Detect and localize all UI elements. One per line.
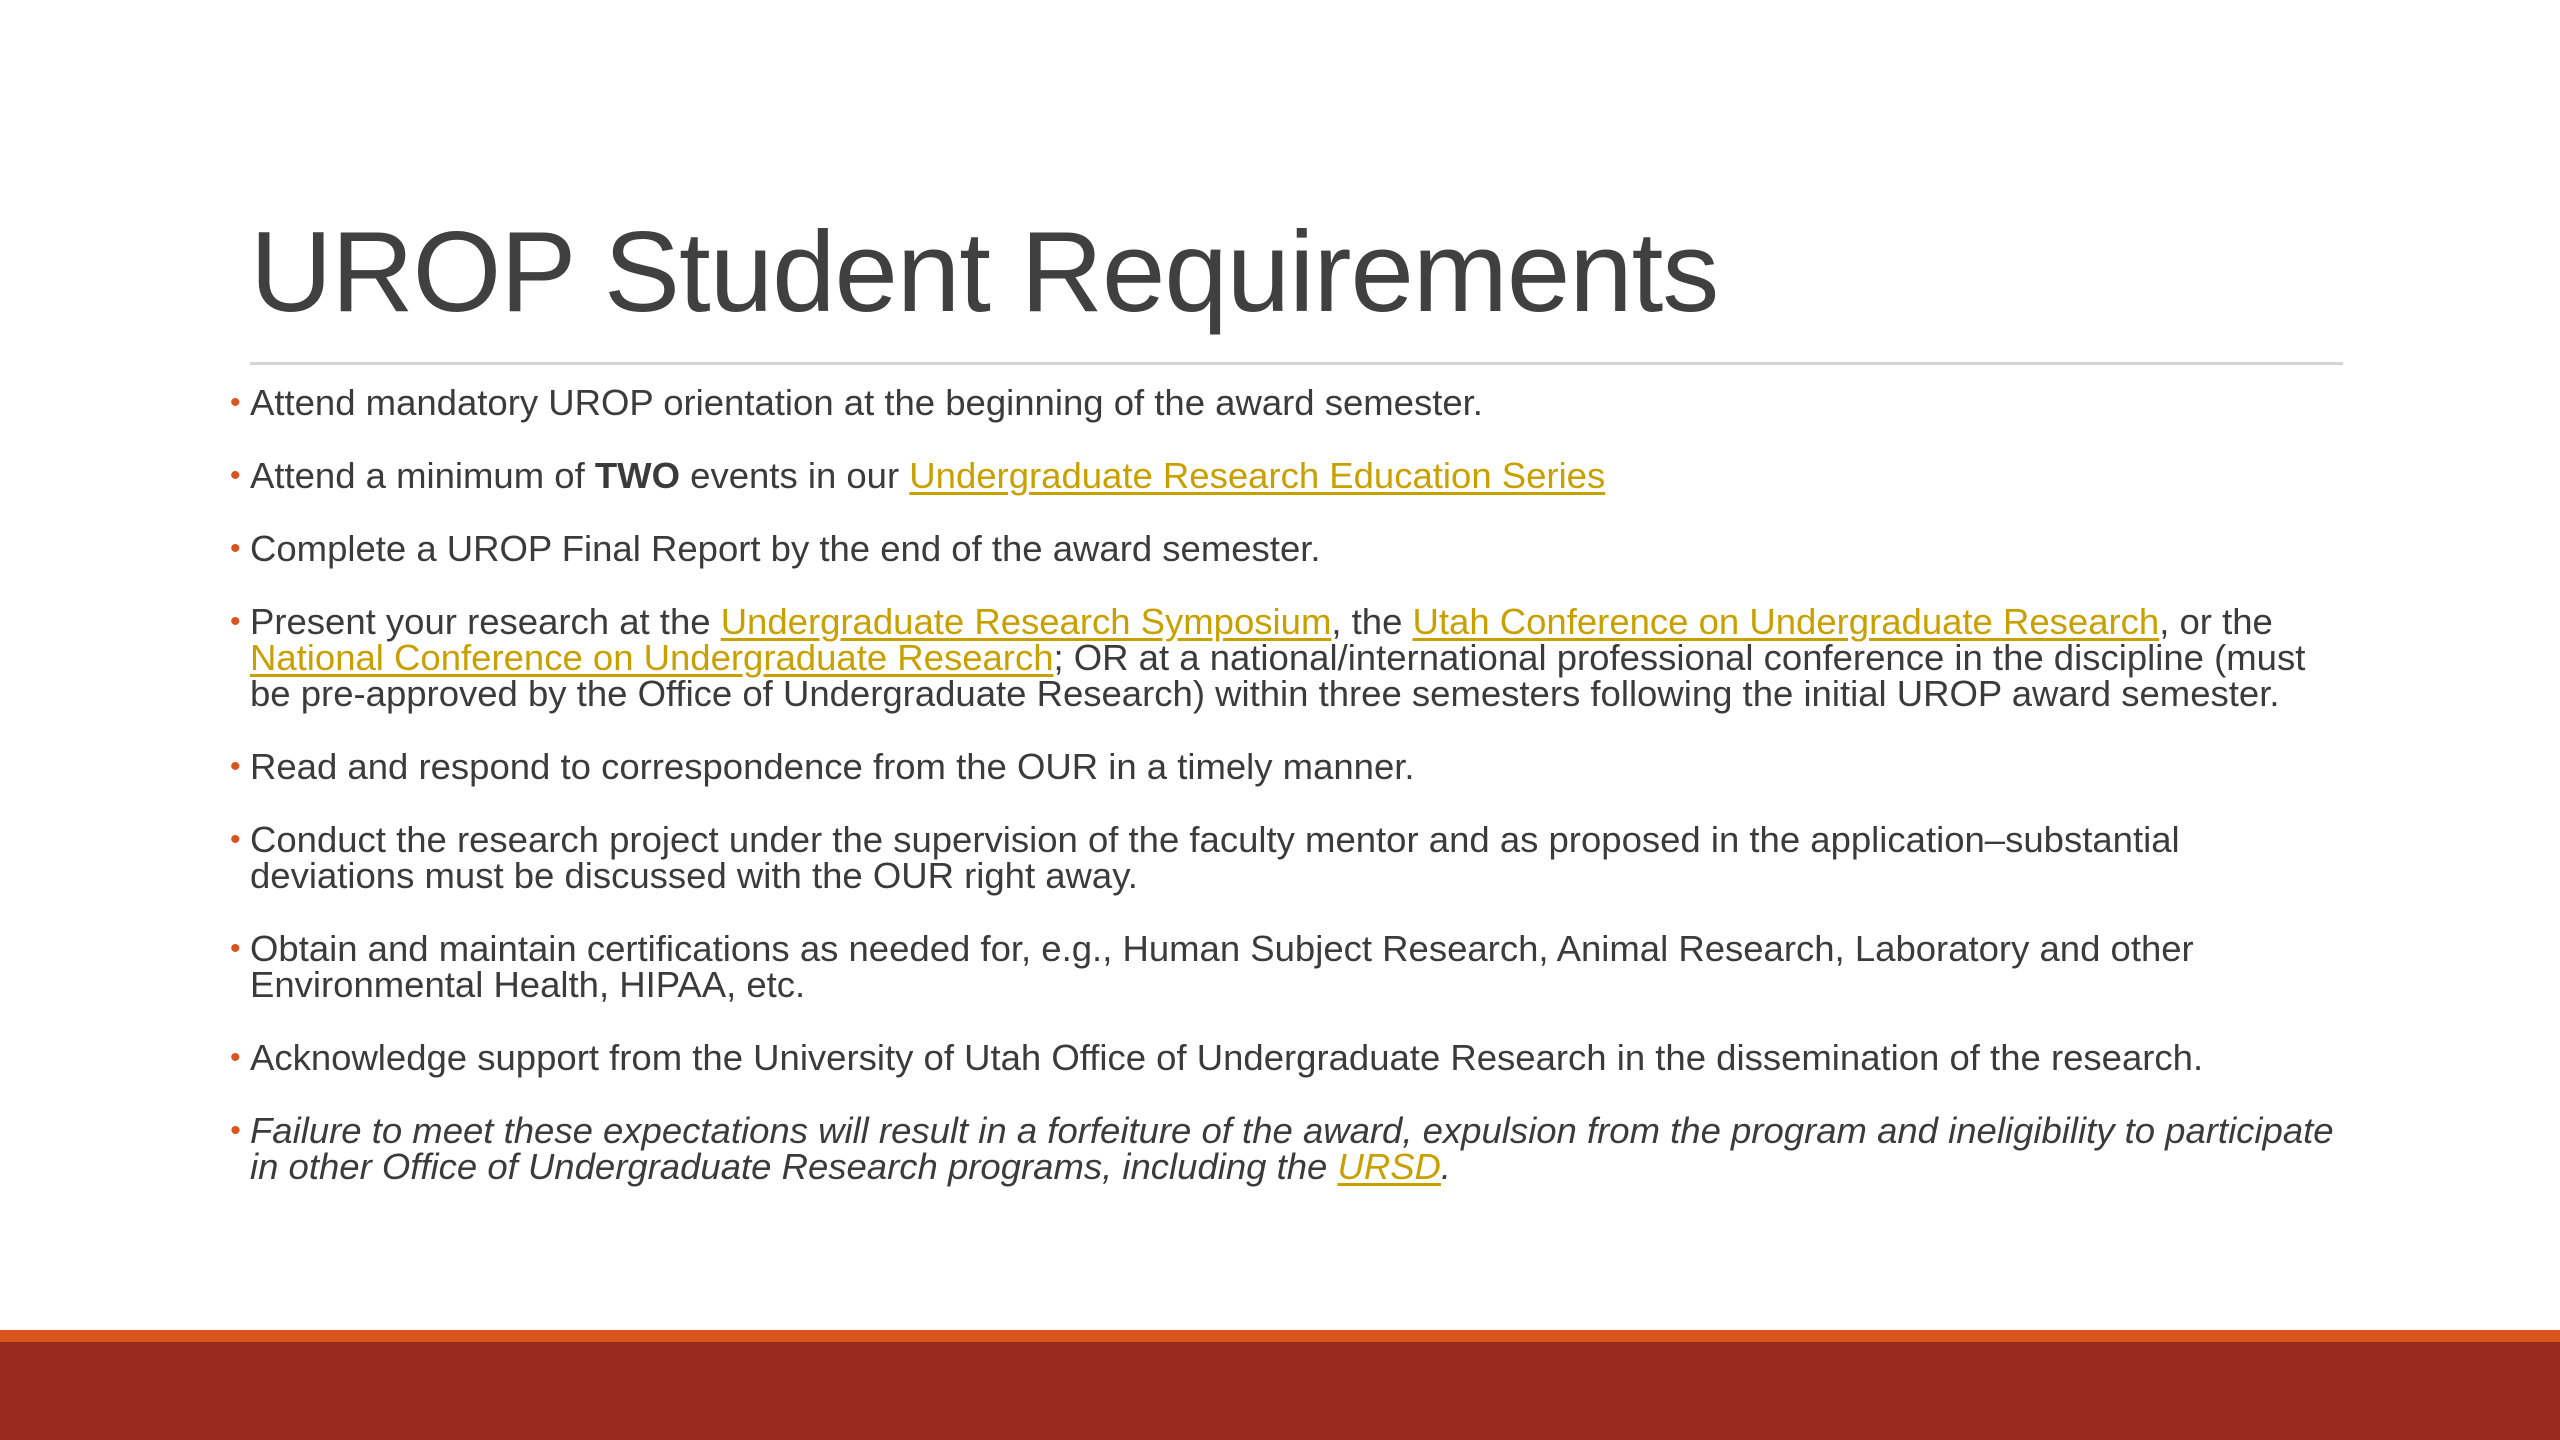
list-item <box>230 1110 2345 1187</box>
bullet-text: events in our <box>680 455 910 496</box>
bullet-text: Present your research at the <box>250 601 721 642</box>
bullet-icon: • <box>230 1114 241 1147</box>
footer-accent-band <box>0 1330 2560 1342</box>
bullet-text: Read and respond to correspondence from the OUR in a timely manner. <box>250 746 1415 787</box>
bullet-icon: • <box>230 459 241 492</box>
bullet-icon: • <box>230 1041 241 1074</box>
bullet-icon: • <box>230 823 241 856</box>
bullet-icon: • <box>230 386 241 419</box>
bullet-text: , the <box>1331 601 1413 642</box>
bullet-emphasis: TWO <box>594 455 681 496</box>
utah-conference-link[interactable]: Utah Conference on Undergraduate Research <box>1412 601 2160 642</box>
slide-title: UROP Student Requirements <box>250 209 1719 336</box>
bullet-text: Conduct the research project under the supervision of the faculty mentor and as proposed in the application–substantial deviations must be discussed with the OUR right away. <box>250 819 2180 896</box>
bullet-text: Acknowledge support from the University of Utah Office of Undergraduate Research in the dissemination of the research. <box>250 1037 2204 1078</box>
bullet-text: ; OR at a national/international professional conference in the discipline (must be pre-approved by the Office of Undergraduate Research) within three semesters following the initial UROP award semester. <box>250 637 2306 714</box>
symposium-link[interactable]: Undergraduate Research Symposium <box>720 601 1332 642</box>
list-item <box>230 601 2345 714</box>
requirements-list <box>230 382 2345 1222</box>
national-conference-link[interactable]: National Conference on Undergraduate Research <box>250 637 1054 678</box>
bullet-text: , or the <box>2159 601 2273 642</box>
bullet-icon: • <box>230 605 241 638</box>
education-series-link[interactable]: Undergraduate Research Education Series <box>909 455 1606 496</box>
title-divider <box>250 362 2343 365</box>
bullet-text: Obtain and maintain certifications as needed for, e.g., Human Subject Research, Animal Research, Laboratory and other Environmental Health, HIPAA, etc. <box>250 928 2194 1005</box>
bullet-icon: • <box>230 932 241 965</box>
list-item <box>230 528 2345 569</box>
ursd-link[interactable]: URSD <box>1337 1146 1441 1187</box>
bullet-text: . <box>1440 1146 1452 1187</box>
list-item <box>230 382 2345 423</box>
list-item <box>230 928 2345 1005</box>
bullet-text: Attend a minimum of <box>250 455 595 496</box>
list-item <box>230 455 2345 496</box>
footer-band <box>0 1342 2560 1440</box>
bullet-text: Attend mandatory UROP orientation at the beginning of the award semester. <box>250 382 1483 423</box>
list-item <box>230 819 2345 896</box>
bullet-icon: • <box>230 750 241 783</box>
bullet-text: Complete a UROP Final Report by the end of the award semester. <box>250 528 1321 569</box>
bullet-text: Failure to meet these expectations will result in a forfeiture of the award, expulsion from the program and ineligibility to participate in other Office of Undergraduate Research programs, including the <box>250 1110 2334 1187</box>
list-item <box>230 746 2345 787</box>
list-item <box>230 1037 2345 1078</box>
bullet-icon: • <box>230 532 241 565</box>
